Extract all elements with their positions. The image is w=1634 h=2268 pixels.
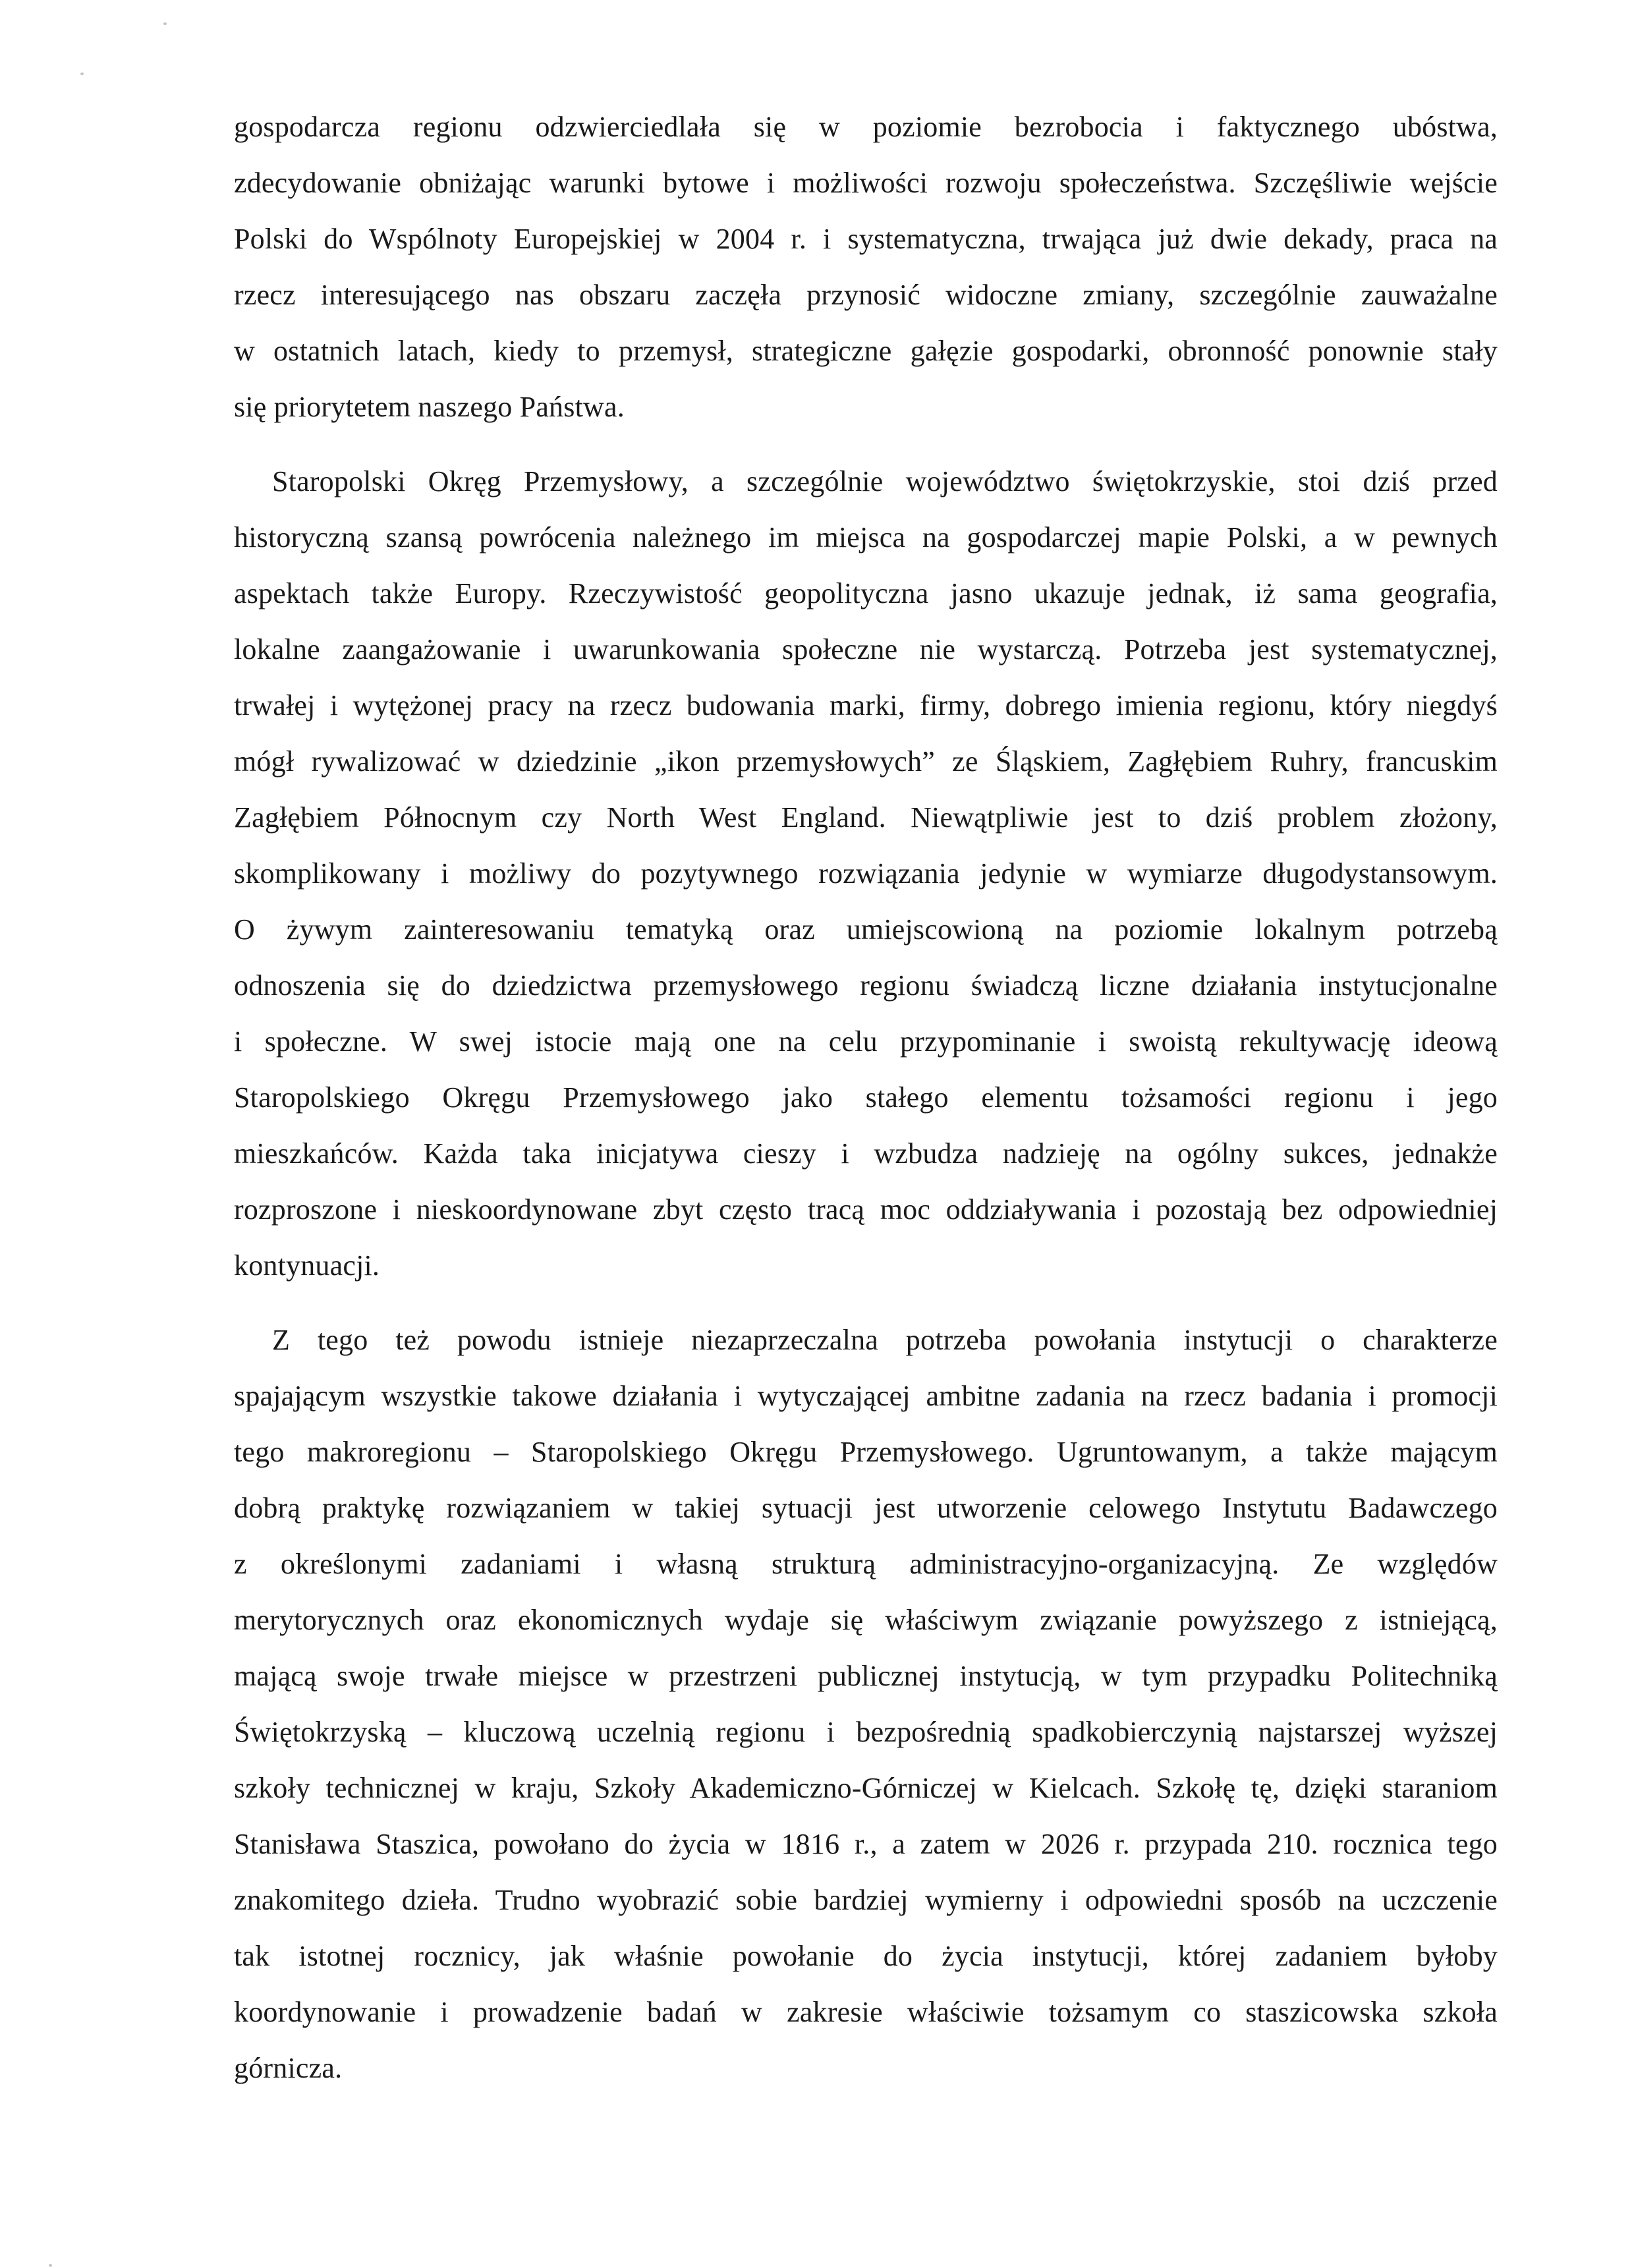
text-line: gospodarcza regionu odzwierciedlała się w poziomie bezrobocia i faktycznego ubóstwa,	[234, 111, 1498, 143]
text-line: w ostatnich latach, kiedy to przemysł, strategiczne gałęzie gospodarki, obronność ponownie stały	[234, 335, 1498, 367]
text-line: z określonymi zadaniami i własną strukturą administracyjno-organizacyjną. Ze względów	[234, 1548, 1498, 1580]
scan-artifact	[163, 22, 167, 25]
paragraph-1	[234, 99, 1498, 435]
text-line: rozproszone i nieskoordynowane zbyt często tracą moc oddziaływania i pozostają bez odpowiedniej	[234, 1193, 1498, 1226]
paragraph-3	[234, 1312, 1498, 2096]
text-line: i społeczne. W swej istocie mają one na celu przypominanie i swoistą rekultywację ideową	[234, 1025, 1498, 1058]
text-line: Świętokrzyską – kluczową uczelnią regionu i bezpośrednią spadkobierczynią najstarszej wyższej	[234, 1716, 1498, 1748]
text-line: rzecz interesującego nas obszaru zaczęła przynosić widoczne zmiany, szczególnie zauważalne	[234, 279, 1498, 311]
text-line: się priorytetem naszego Państwa.	[234, 391, 625, 423]
text-line: górnicza.	[234, 2052, 343, 2084]
text-line: znakomitego dzieła. Trudno wyobrazić sobie bardziej wymierny i odpowiedni sposób na uczczenie	[234, 1884, 1498, 1916]
scan-artifact	[80, 72, 84, 75]
text-line: Polski do Wspólnoty Europejskiej w 2004 r. i systematyczna, trwająca już dwie dekady, praca na	[234, 223, 1498, 255]
text-line: tego makroregionu – Staropolskiego Okręgu Przemysłowego. Ugruntowanym, a także mającym	[234, 1436, 1498, 1468]
text-line: Staropolskiego Okręgu Przemysłowego jako stałego elementu tożsamości regionu i jego	[234, 1081, 1498, 1114]
text-line: aspektach także Europy. Rzeczywistość geopolityczna jasno ukazuje jednak, iż sama geografia,	[234, 577, 1498, 610]
text-line: szkoły technicznej w kraju, Szkoły Akademiczno-Górniczej w Kielcach. Szkołę tę, dzięki staraniom	[234, 1772, 1498, 1804]
text-line: Z tego też powodu istnieje niezaprzeczalna potrzeba powołania instytucji o charakterze	[272, 1324, 1498, 1356]
paragraph-2	[234, 453, 1498, 1293]
text-line: odnoszenia się do dziedzictwa przemysłowego regionu świadczą liczne działania instytucjonalne	[234, 969, 1498, 1002]
text-line: mieszkańców. Każda taka inicjatywa cieszy i wzbudza nadzieję na ogólny sukces, jednakże	[234, 1137, 1498, 1170]
text-line: dobrą praktykę rozwiązaniem w takiej sytuacji jest utworzenie celowego Instytutu Badawczego	[234, 1492, 1498, 1524]
text-line: Staropolski Okręg Przemysłowy, a szczególnie województwo świętokrzyskie, stoi dziś przed	[272, 465, 1498, 497]
text-line: zdecydowanie obniżając warunki bytowe i możliwości rozwoju społeczeństwa. Szczęśliwie wejście	[234, 167, 1498, 199]
text-line: Zagłębiem Północnym czy North West England. Niewątpliwie jest to dziś problem złożony,	[234, 801, 1498, 834]
text-line: mającą swoje trwałe miejsce w przestrzeni publicznej instytucją, w tym przypadku Politechniką	[234, 1660, 1498, 1692]
text-line: merytorycznych oraz ekonomicznych wydaje się właściwym związanie powyższego z istniejącą,	[234, 1604, 1498, 1636]
text-line: O żywym zainteresowaniu tematyką oraz umiejscowioną na poziomie lokalnym potrzebą	[234, 913, 1498, 946]
scan-artifact	[49, 2264, 52, 2267]
text-line: mógł rywalizować w dziedzinie „ikon przemysłowych” ze Śląskiem, Zagłębiem Ruhry, francuskim	[234, 745, 1498, 778]
text-line: spajającym wszystkie takowe działania i wytyczającej ambitne zadania na rzecz badania i promocji	[234, 1380, 1498, 1412]
document-page	[234, 99, 1498, 2114]
text-line: koordynowanie i prowadzenie badań w zakresie właściwie tożsamym co staszicowska szkoła	[234, 1996, 1498, 2028]
text-line: tak istotnej rocznicy, jak właśnie powołanie do życia instytucji, której zadaniem byłoby	[234, 1940, 1498, 1972]
text-line: lokalne zaangażowanie i uwarunkowania społeczne nie wystarczą. Potrzeba jest systematycznej,	[234, 633, 1498, 666]
text-line: historyczną szansą powrócenia należnego im miejsca na gospodarczej mapie Polski, a w pewnych	[234, 521, 1498, 553]
text-line: skomplikowany i możliwy do pozytywnego rozwiązania jedynie w wymiarze długodystansowym.	[234, 857, 1498, 890]
text-line: kontynuacji.	[234, 1249, 380, 1282]
text-line: trwałej i wytężonej pracy na rzecz budowania marki, firmy, dobrego imienia regionu, który niegdyś	[234, 689, 1498, 722]
text-line: Stanisława Staszica, powołano do życia w 1816 r., a zatem w 2026 r. przypada 210. rocznica tego	[234, 1828, 1498, 1860]
